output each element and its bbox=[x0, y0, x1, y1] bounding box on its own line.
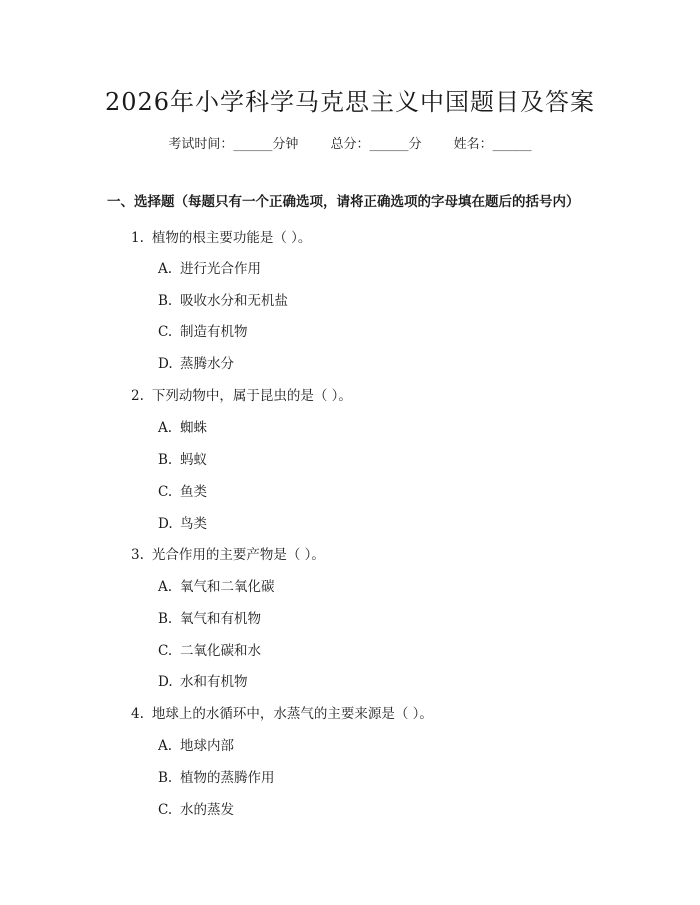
option-1a bbox=[158, 257, 261, 277]
option-2c bbox=[158, 480, 207, 500]
option-3c bbox=[158, 639, 261, 659]
option-text: 水和有机物 bbox=[180, 674, 248, 690]
option-1b bbox=[158, 289, 288, 309]
option-letter: A. bbox=[158, 738, 173, 754]
option-text: 氧气和二氧化碳 bbox=[180, 579, 275, 595]
option-letter: C. bbox=[158, 643, 173, 659]
option-1d bbox=[158, 352, 234, 372]
option-2b bbox=[158, 448, 207, 468]
option-text: 鱼类 bbox=[180, 484, 207, 500]
question-3 bbox=[131, 543, 325, 563]
option-letter: C. bbox=[158, 484, 173, 500]
option-4b bbox=[158, 766, 275, 786]
question-number: 3. bbox=[131, 547, 144, 563]
question-number: 1. bbox=[131, 230, 144, 246]
option-letter: C. bbox=[158, 324, 173, 340]
option-3a bbox=[158, 575, 275, 595]
question-text: 光合作用的主要产物是（ ）。 bbox=[151, 547, 325, 563]
option-4c bbox=[158, 798, 234, 818]
question-text: 地球上的水循环中，水蒸气的主要来源是（ ）。 bbox=[151, 706, 433, 722]
option-letter: A. bbox=[158, 579, 173, 595]
document-title: 2026年小学科学马克思主义中国题目及答案 bbox=[104, 88, 596, 116]
option-text: 地球内部 bbox=[180, 738, 234, 754]
option-2a bbox=[158, 416, 207, 436]
question-text: 植物的根主要功能是（ ）。 bbox=[151, 230, 312, 246]
option-2d bbox=[158, 512, 207, 532]
option-letter: D. bbox=[158, 516, 173, 532]
exam-time-field: 考试时间：______分钟 bbox=[168, 137, 299, 152]
section-heading: 一、选择题（每题只有一个正确选项，请将正确选项的字母填在题后的括号内） bbox=[107, 194, 580, 210]
option-text: 蚂蚁 bbox=[180, 452, 207, 468]
option-letter: C. bbox=[158, 802, 173, 818]
option-letter: D. bbox=[158, 674, 173, 690]
total-score-field: 总分：______分 bbox=[330, 137, 422, 152]
option-text: 蒸腾水分 bbox=[180, 356, 234, 372]
option-letter: B. bbox=[158, 293, 173, 309]
option-letter: B. bbox=[158, 770, 173, 786]
option-letter: B. bbox=[158, 452, 173, 468]
question-2 bbox=[131, 384, 352, 404]
option-letter: D. bbox=[158, 356, 173, 372]
student-name-field: 姓名：______ bbox=[453, 137, 532, 152]
question-4 bbox=[131, 702, 433, 722]
option-text: 鸟类 bbox=[180, 516, 207, 532]
question-number: 4. bbox=[131, 706, 144, 722]
option-3b bbox=[158, 607, 261, 627]
question-number: 2. bbox=[131, 388, 144, 404]
question-1 bbox=[131, 226, 311, 246]
option-1c bbox=[158, 320, 248, 340]
option-text: 水的蒸发 bbox=[180, 802, 234, 818]
option-text: 二氧化碳和水 bbox=[180, 643, 261, 659]
option-letter: B. bbox=[158, 611, 173, 627]
option-3d bbox=[158, 670, 248, 690]
exam-meta bbox=[0, 133, 700, 152]
option-4a bbox=[158, 734, 234, 754]
option-text: 植物的蒸腾作用 bbox=[180, 770, 275, 786]
option-text: 进行光合作用 bbox=[180, 261, 261, 277]
option-text: 吸收水分和无机盐 bbox=[180, 293, 288, 309]
question-text: 下列动物中，属于昆虫的是（ ）。 bbox=[151, 388, 352, 404]
option-text: 蜘蛛 bbox=[180, 420, 207, 436]
option-letter: A. bbox=[158, 261, 173, 277]
option-text: 氧气和有机物 bbox=[180, 611, 261, 627]
option-text: 制造有机物 bbox=[180, 324, 248, 340]
option-letter: A. bbox=[158, 420, 173, 436]
